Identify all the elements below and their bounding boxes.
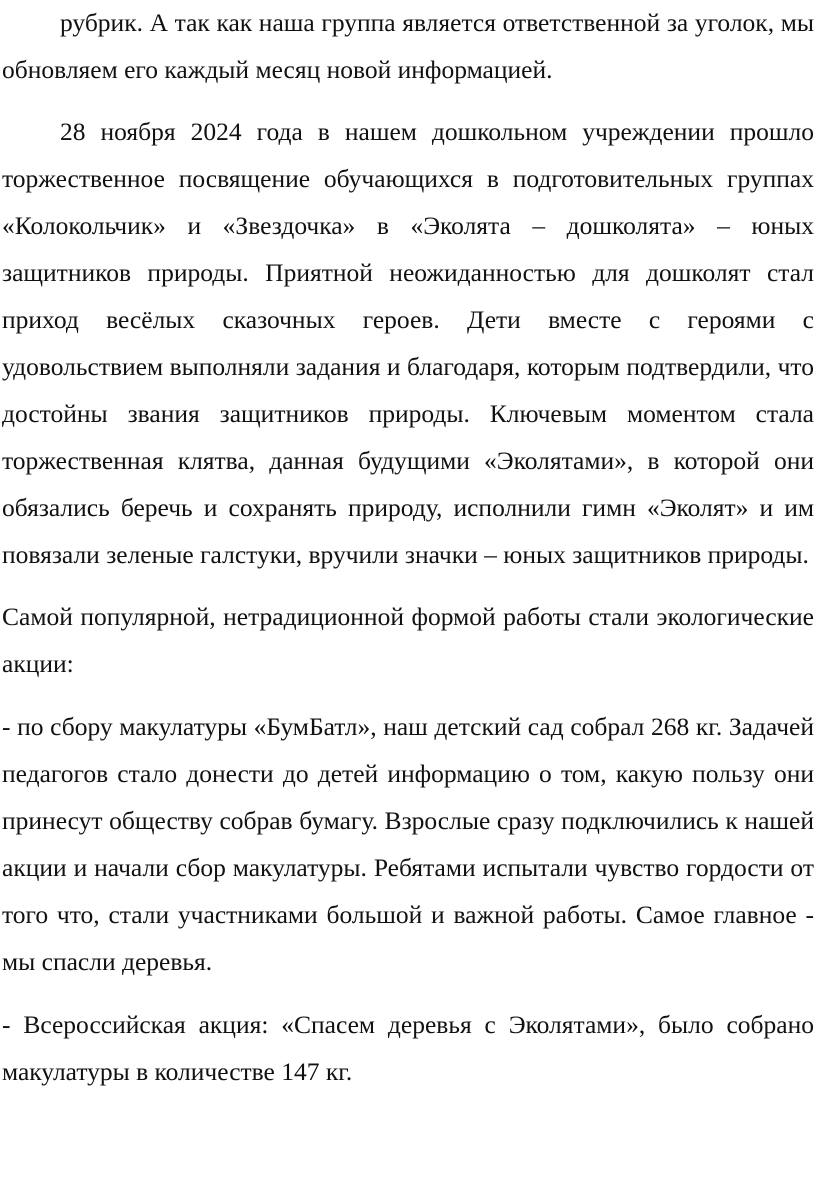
paragraph-save-trees-action: - Всероссийская акция: «Спасем деревья с Эколятами», было собрано макулатуры в количестве 147 кг. bbox=[2, 1010, 814, 1086]
paragraph-bumbatl-action: - по сбору макулатуры «БумБатл», наш детский сад собрал 268 кг. Задачей педагогов стало донести до детей информацию о том, какую пользу они принесут обществу собрав бумагу. Взрослые сразу подключились к нашей акции и начали сбор макулатуры. Ребятами испытали чувство гордости от того что, стали участниками большой и важной работы. Самое главное - мы спасли деревья. bbox=[2, 712, 814, 976]
paragraph-initiation-event: 28 ноября 2024 года в нашем дошкольном учреждении прошло торжественное посвящение обучающихся в подготовительных группах «Колокольчик» и «Звездочка» в «Эколята – дошколята» – юных защитников природы. Приятной неожиданностью для дошколят стал приход весёлых сказочных героев. Дети вместе с героями с удовольствием выполняли задания и благодаря, которым подтвердили, что достойны звания защитников природы. Ключевым моментом стала торжественная клятва, данная будущими «Эколятами», в которой они обязались беречь и сохранять природу, исполнили гимн «Эколят» и им повязали зеленые галстуки, вручили значки – юных защитников природы. bbox=[2, 117, 814, 569]
paragraph-rubric-corner: рубрик. А так как наша группа является ответственной за уголок, мы обновляем его каждый месяц новой информацией. bbox=[2, 8, 814, 84]
paragraph-eco-actions-intro: Самой популярной, нетрадиционной формой работы стали экологические акции: bbox=[2, 602, 814, 678]
